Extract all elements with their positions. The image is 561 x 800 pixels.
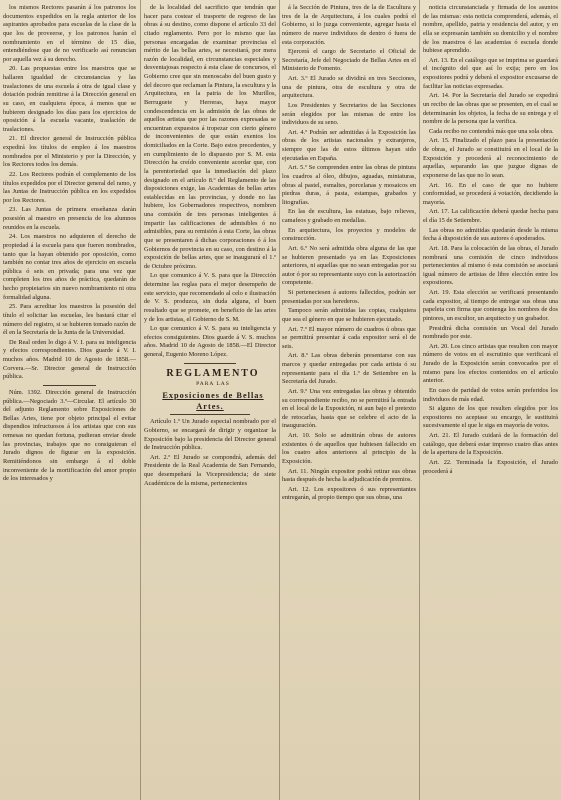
paragraph: 24. Los maestros no adquieren el derecho de propiedad á la escuela para que fueren nombrados, tanto que la hayan obtenido por oposición, como también no contar tres años de ejercicio en escuela pública ó seis en privada; para una vez que completen los tres años de práctica, quedarán de hecho propietarios sin nuevo nombramiento ni otra formalidad alguna. [3,233,136,301]
paragraph: Art. 3.º El Jurado se dividirá en tres Secciones, una de pintura, otra de escultura y otra de arquitectura. [282,75,416,100]
paragraph: Art. 18. Para la colocación de las obras, el Jurado nombrará una comisión de cinco individuos pertenecientes al mismo ó esta comisión se asociará igual número de artistas de libre elección entre los expositores. [423,244,558,287]
paragraph: Lo que comunico á V. S. para su inteligencia y efectos consiguientes. Dios guarde á V. S. muchos años. Madrid 10 de Agosto de 1858.—El Director general, Eugenio Moreno López. [144,325,276,358]
paragraph: Art. 4.º Podrán ser admitidas á la Exposición las obras de los artistas nacionales y extranjeros, siempre que las de estos últimos hayan sido ejecutadas en España. [282,128,416,162]
separator-line [43,385,96,386]
paragraph: En arquitectura, los proyectos y modelos de construcción. [282,226,416,243]
paragraph: Si perteneciesen á autores fallecidos, podrán ser presentadas por sus herederos. [282,289,416,305]
paragraph: Art. 11. Ningún expositor podrá retirar sus obras hasta después de hecha la adjudicación de premios. [282,467,416,484]
separator-line [170,414,249,415]
paragraph: noticia circunstanciada y firmada de los asuntos de las mismas: esta noticia comprenderá, además, el nombre, apellido, patria y residencia del autor, y en ella se expresarán también su domicilio y el nombre de los maestros ó las academias ó escuela donde hubiese aprendido. [423,4,558,55]
paragraph: Art. 2.º El Jurado se compondrá, además del Presidente de la Real Academia de San Fernando, que desempeñará la Vicepresidencia; de siete Académicos de la misma, pertenecientes [144,453,276,487]
column-rule [419,0,420,800]
paragraph: los mismos Rectores pasarán á los patronos los documentos expedidos en la regla anterior de los aspirantes aprobados para escuelas de la clase de la que los de proveerse, y los patronos harán el nombramiento en el término de 15 días, entendiéndose que de no verificarlo así renuncian por aquella vez á su derecho. [3,4,136,63]
paragraph: Cada recibo no contendrá más que una sola obra. [429,127,554,135]
paragraph: Las obras no admitidas quedarán desde la misma fecha á disposición de sus autores ó apoderados. [423,226,558,243]
paragraph: Tampoco serán admitidas las copias, cualquiera que sea el género en que se hubieren ejecutado. [282,307,416,323]
paragraph: Los Presidentes y Secretarios de las Secciones serán elegidos por las mismas de entre los individuos de su seno. [282,101,416,127]
section-heading: REGLAMENTO [166,367,260,379]
paragraph: Art. 6.º No será admitida obra alguna de las que se hubieren presentado ya en las Exposiciones anteriores, ni aquellas que no sean entregadas por su autor ó por su representante suyo con la autorización competente. [282,244,416,287]
paragraph: 25. Para acreditar los maestros la posesión del título el solicitar las escuelas, les bastará citar el número del registro, si se hubieren tomado razón de él en la Secretaría de la Junta de la Universidad. [3,303,136,337]
paragraph: Lo que comunico á V. S. para que la Dirección determine las reglas para el mejor desempeño de este servicio, que recomendado al celo e ilustración de V. S. produzca, sin duda alguna, el buen resultado que se promete, en beneficio de las artes y de los artistas, el Gobierno de S. M. [144,272,276,323]
paragraph: á la Sección de Pintura, tres de la de Escultura y tres de la de Arquitectura, á los cuales podrá el Gobierno, si lo juzga conveniente, agregar hasta el número de nueve individuos de dentro ó fuera de esta corporación. [282,4,416,46]
paragraph: Núm. 1392. Dirección general de Instrucción pública.—Negociado 3.º—Circular. El artículo 30 del adjunto Reglamento sobre Exposiciones de Bellas Artes, tiene por objeto principal el evitar dispendios infructuosos á los artistas que con sus remesas no quedan fortuna, pudieran enviar desde las provincias, trabajos que no consiguieran el Jurado dignos de figurar en la exposición. Remitiéndonos sin embargo á el doble inconveniente de la mortificación del amor propio de los interesados y [3,388,136,483]
paragraph: Art. 16. En el caso de que no hubiere conformidad, se procederá á votación, decidiendo la mayoría. [423,181,558,206]
column-4 [423,4,558,796]
paragraph: De Real orden lo digo á V. I. para su inteligencia y efectos correspondientes. Dios guarde á V. I. muchos años. Madrid 10 de Agosto de 1858.—Corvera.—Sr. Director general de Instrucción pública. [3,338,136,381]
paragraph: Art. 19. Esta elección se verificará presentando cada expositor, al tiempo de entregar sus obras una papeleta con firma que contenga los nombres de dos pintores, un escultor, un arquitecto y un grabador. [423,289,558,322]
paragraph: Art. 15. Finalizado el plazo para la presentación de obras, el Jurado se constituirá en el local de la Exposición y procederá al reconocimiento de aquellas, separando las que juzgue dignas de exponerse de las que no lo sean. [423,137,558,179]
paragraph: Art. 8.º Las obras deberán presentarse con sus marcos y quedar entregadas por cada artista ó su representante para el día 1.º de Setiembre en la Secretaría del Jurado. [282,352,416,386]
paragraph: Presidirá dicha comisión un Vocal del Jurado nombrado por este. [423,324,558,341]
paragraph: Artículo 1.º Un Jurado especial nombrado por el Gobierno, se encargará de dirigir y organizar la Exposición bajo la presidencia del Director general de Instrucción pública. [144,418,276,452]
paragraph: 23. Las Juntas de primera enseñanza darán posesión al maestro en presencia de los alumnos reunidos en la escuela. [3,206,136,231]
paragraph: Art. 5.º Se comprenden entre las obras de pintura los cuadros al óleo, dibujos, aguadas, miniaturas, obras al pastel, esmaltes, porcelanas y mosaicos en piedras duras, á pasta, estampas, grabados y litografías. [282,164,416,206]
paragraph: 21. El director general de Instrucción pública expedirá los títulos de empleo á los maestros nombrados por el Ministerio y por la Dirección, y los Rectores todos los demás. [3,135,136,169]
paragraph: Ejercerá el cargo de Secretario el Oficial de Secretaría, Jefe del Negociado de Bellas Artes en el Ministerio de Fomento. [282,48,416,73]
paragraph: Art. 9.º Una vez entregadas las obras y obtenido su correspondiente recibo, no se permitirá la entrada en el local de la Exposición, ni aun bajo el pretexto de retocarlas, hasta que se celebre el acto de la inauguración. [282,387,416,430]
paragraph: En las de escultura, las estatuas, bajo relieves, camafeos y grabado en medallas. [282,208,416,224]
section-title: Exposiciones de Bellas Artes. [162,390,264,411]
paragraph: Art. 17. La calificación deberá quedar hecha para el día 15 de Setiembre. [423,208,558,224]
column-rule [279,0,280,800]
paragraph: 22. Los Rectores podrán el complemento de los títulos expedidos por el Director general del ramo, y las Juntas de Instrucción pública en los expedidos por los Rectores. [3,170,136,204]
paragraph: Art. 12. Los expositores ó sus representantes entregarán, al propio tiempo que sus obras, una [282,485,416,502]
paragraph: Art. 22. Terminada la Exposición, el Jurado procederá á [423,458,558,475]
paragraph: Art. 21. El Jurado cuidará de la formación del catálogo, que deberá estar impreso cuatro días antes de la apertura de la Exposición. [423,432,558,457]
separator-line [184,363,237,364]
paragraph: Art. 14. Por la Secretaría del Jurado se expedirá un recibo de las obras que se presenten, en el cual se determinarán los objetos, la fecha de su entrega y el nombre de la persona que la verifica. [423,92,558,126]
column-3 [282,4,416,796]
paragraph: Art. 7.º El mayor número de cuadros ú obras que se permitirá presentar á cada expositor será el de seis. [282,325,416,350]
column-2 [144,4,276,796]
section-subheading: PARA LAS [196,381,230,388]
paragraph: Art. 10. Solo se admitirán obras de autores existentes ó de aquellos que hubiesen fallecido en los cuatro años anteriores al principio de la Exposición. [282,432,416,465]
paragraph: de la localidad del sacrificio que tendrán que hacer para costear el trasporte de regreso de las obras á su destino, como dispone el artículo 33 del citado reglamento. Pero por lo mismo que las personas encargadas de examinar provincias el mérito de las bellas artes, se necesitará, por mera razón de localidad, en circunstancias especiales y desventajosas respecto á esta clase de concursos, el Gobierno cree que sin menoscabo del buen gusto y del decoro que reclaman la Pintura, la escultura y la Arquitectura, en la patria de los Murillos, Berruguete y Herreras, haya mayor condescendencia en la admisión de las obras de aquellos artistas que por las razones expresadas se encuentran expuestos á tropezar con cierto género de inconvenientes de que están exentos los domiciliados en la Corte. Bajo estos precedentes, y en cumplimiento de lo dispuesto por S. M. esta Dirección ha creído conveniente acordar que, con la perentoriedad que la inmediación del plazo designado en el artículo 8.º del Reglamento de las disposiciones exige, las Academias de bellas artes establecidas en las provincias, y donde no las hubiere, los Gobernadores respectivos, nombren una comisión de tres personas inteligentes á impartir las calificaciones de admisibles ó no admisibles, para su remisión á esta Corte, las obras que se presentaren á dichas corporaciones ó á los Gobiernos de provincia en su caso, con destino á la exposición de bellas artes, que se inaugurará el 1.º de Octubre próximo. [144,4,276,270]
paragraph: Art. 20. Los cinco artistas que resulten con mayor número de votos en el escrutinio que verificará el Jurado de la Exposición serán convocados por el mismo para los efectos contenidos en el artículo anterior. [423,342,558,385]
column-1 [3,4,136,796]
paragraph: Art. 13. En el catálogo que se imprima se guardará el incógnito del que así lo exija; pero en los expositores podrá y deberá el expositor excusarse de facilitar las noticias expresadas. [423,56,558,90]
paragraph: Si alguno de los que resulten elegidos por los expositores no aceptase su encargo, le sustituirá sucesivamente el que le siga en mayoría de votos. [423,405,558,430]
paragraph: 20. Las propuestas entre los maestros que se hallaren igualdad de circunstancias y las traslaciones de una escuela á otra de igual clase y dotación podrán remitirse á la Dirección general en su caso, en cualquiera época, á menos que se hubieren designado los días para los ejercicios de oposición á la escuela vacante, traslación de traslaciones. [3,65,136,133]
column-rule [140,0,141,800]
paragraph: En caso de paridad de votos serán preferidos los individuos de más edad. [423,386,558,403]
